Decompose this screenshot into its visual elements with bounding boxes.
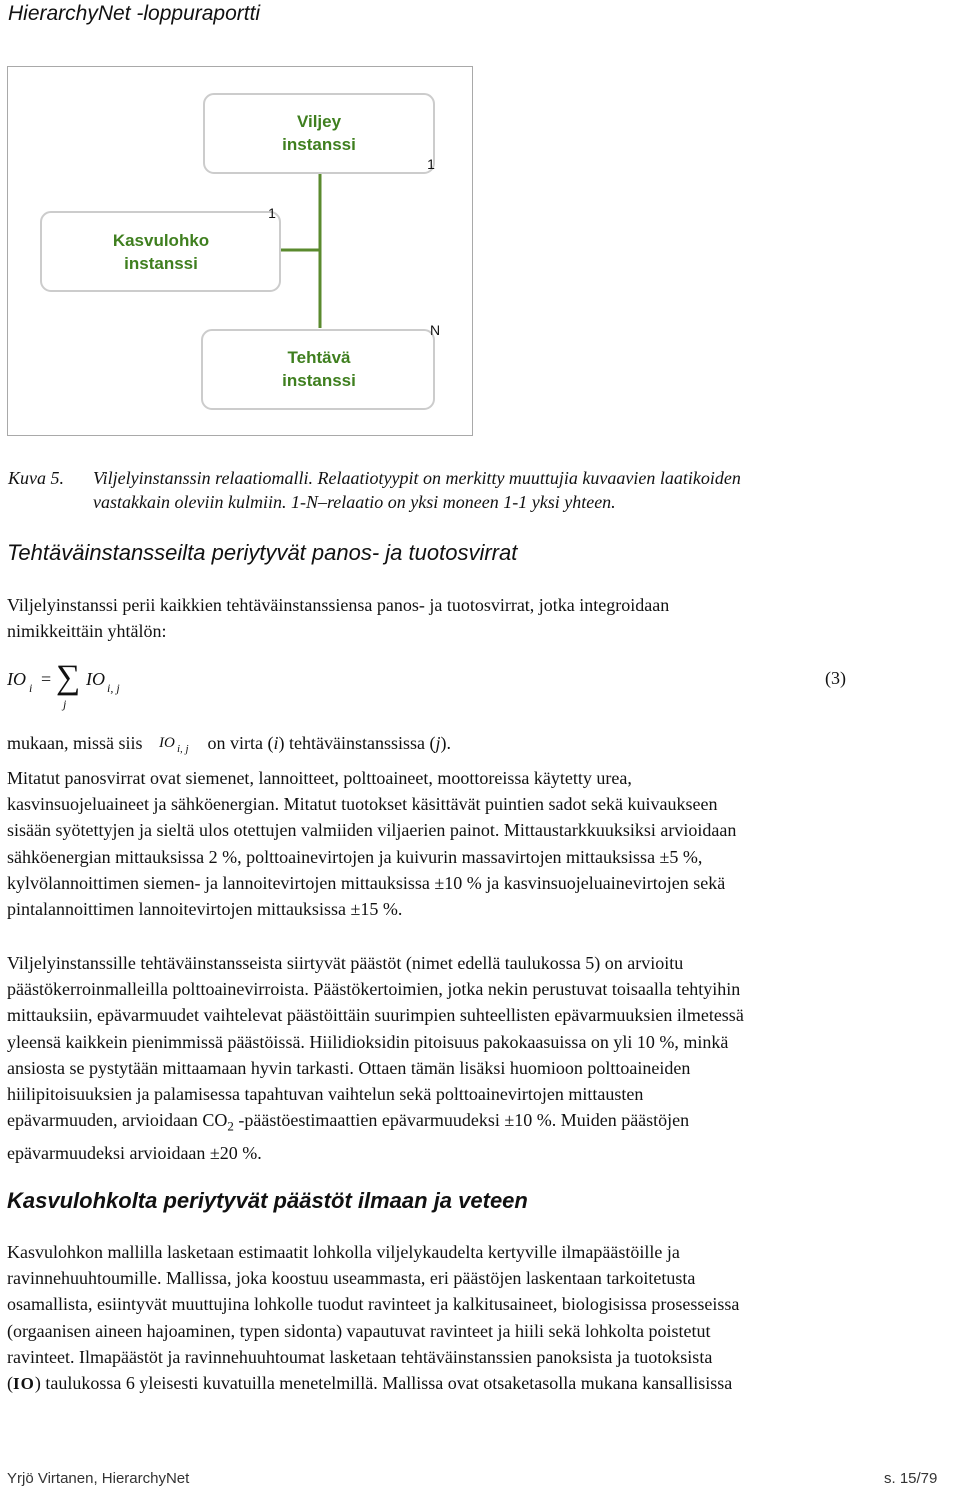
co2-post: -päästöestimaattien epävarmuudeksi ±10 %. Muiden päästöjen [233, 1110, 690, 1131]
text-line: Viljelyinstanssi perii kaikkien tehtäväinstanssiensa panos- ja tuotosvirrat, jotka integroidaan [7, 595, 670, 615]
eq-sum-symbol: ∑ [56, 659, 81, 696]
section1-para2 [7, 950, 957, 1166]
running-header: HierarchyNet -loppuraportti [8, 2, 261, 25]
co2-sub: 2 [227, 1118, 234, 1134]
cardinality-top: 1 [427, 156, 435, 172]
cardinality-bottom: N [429, 322, 441, 338]
text-line: (orgaanisen aineen hajoaminen, typen sidonta) vapautuvat ravinteet ja hiili sekä lohkolta poistetut [7, 1320, 711, 1341]
caption-line1: Viljelyinstanssin relaatiomalli. Relaatiotyypit on merkitty muuttujia kuvaavien laatikoiden [93, 468, 741, 488]
eq-expl-var-sub: i, j [177, 743, 189, 755]
text-line: nimikkeittäin yhtälön: [7, 621, 167, 642]
text-line: pintalannoittimen lannoitevirtojen mittauksissa ±15 %. [7, 899, 403, 920]
eq-expl-j: j [435, 733, 441, 753]
io-symbol: IO [13, 1374, 35, 1394]
cardinality-left: 1 [268, 205, 276, 221]
figure-caption [8, 466, 928, 514]
text-line: osamallista, esiintyvät muuttujina lohkolle tuodut ravinteet ja kalkitusaineet, biologisissa prosesseissa [7, 1294, 740, 1315]
text-line: Mitatut panosvirrat ovat siemenet, lannoitteet, polttoaineet, moottoreissa käytetty urea, [7, 768, 632, 788]
text-line: päästökerroinmalleilla polttoainevirroista. Päästökertoimien, jotka nekin perustuvat toisaalla tehtyihin [7, 979, 741, 1000]
section1-para1 [7, 765, 957, 922]
eq-expl-i: i [273, 733, 279, 753]
text-line: Viljelyinstanssille tehtäväinstansseista siirtyvät päästöt (nimet edellä taulukossa 5) on arvioitu [7, 953, 684, 973]
caption-line2: vastakkain oleviin kulmiin. 1-N–relaatio on yksi moneen 1-1 yksi yhteen. [93, 492, 616, 512]
eq-expl-post-a: on virta ( [207, 733, 274, 753]
eq-expl-post-b: ) tehtäväinstanssissa ( [278, 733, 436, 753]
text-line: mittauksiin, epävarmuudet vaihtelevat päästöittäin suurimpien suhteellisten epävarmuuksien ilmetessä [7, 1005, 744, 1026]
co2-pre: epävarmuuden, arvioidaan CO [7, 1110, 228, 1131]
eq-number: (3) [825, 668, 846, 688]
node-kasvulohko-label: Kasvulohko instanssi [112, 231, 210, 273]
footer-page-number: s. 15/79 [884, 1470, 938, 1487]
text-line-io [7, 1370, 957, 1397]
text-line: ravinteet. Ilmapäästöt ja ravinnehuuhtoumat lasketaan tehtäväinstanssien panoksista ja tuotoksista [7, 1346, 713, 1367]
text-line: Kasvulohkon mallilla lasketaan estimaatit lohkolla viljelykaudelta kertyville ilmapäästöille ja [7, 1242, 680, 1262]
text-line: sisään syötettyjen ja sieltä ulos otettujen valmiiden viljaerien painot. Mittaustarkkuuksiksi arvioidaan [7, 820, 737, 841]
section1-intro [7, 592, 957, 644]
text-line: ansiosta se pystytään mittaamaan hyvin tarkasti. Ottaen tämän lisäksi huomioon polttoaineiden [7, 1057, 691, 1078]
section1-heading: Tehtäväinstansseilta periytyvät panos- ja tuotosvirrat [7, 540, 518, 565]
eq-lhs: IO [7, 669, 26, 689]
eq-explanation [7, 733, 947, 759]
eq-expl-var: IO [159, 735, 175, 751]
text-line-co2 [7, 1107, 957, 1140]
text-line: kasvinsuojeluaineet ja sähköenergian. Mitatut tuotokset käsittävät puintien sadot sekä kuivaukseen [7, 794, 718, 815]
text-line: epävarmuudeksi arvioidaan ±20 %. [7, 1143, 262, 1164]
footer-author: Yrjö Virtanen, HierarchyNet [7, 1470, 190, 1487]
eq-rhs: IO [86, 669, 105, 689]
text-line: hiilipitoisuuksien ja palamisessa tapahtuvan vaihtelun sekä polttoainevirtojen mittausten [7, 1084, 644, 1105]
text-line: ravinnehuuhtoumille. Mallissa, joka koostuu useammasta, eri päästöjen laskentaan tarkoitetusta [7, 1268, 696, 1289]
eq-sum-index: j [63, 697, 67, 711]
eq-equals: = [41, 669, 52, 689]
caption-label: Kuva 5. [8, 468, 64, 488]
text-line: kylvölannoittimen siemen- ja lannoitevirtojen mittauksissa ±10 % ja kasvinsuojeluainevirtojen sekä [7, 872, 726, 893]
node-tehtava-label: Tehtävä instanssi [282, 348, 356, 390]
node-viljely-label: Viljey instanssi [282, 112, 356, 154]
relation-diagram [0, 0, 480, 440]
section2-heading: Kasvulohkolta periytyvät päästöt ilmaan ja veteen [7, 1188, 528, 1213]
text-line: yleensä kaikkein pienimmissä päästöissä. Hiilidioksidin pitoisuus pakokaasuissa on yli 10 %, minkä [7, 1031, 729, 1052]
eq-expl-post-c: ). [440, 733, 451, 753]
section2-para [7, 1239, 957, 1397]
text-line: sähköenergian mittauksissa 2 %, polttoainevirtojen ja kuivurin massavirtojen mittauksissa ±5 %, [7, 846, 703, 867]
io-rest: ) taulukossa 6 yleisesti kuvatuilla menetelmillä. Mallissa ovat otsaketasolla mukana kansallisissa [34, 1373, 733, 1394]
eq-lhs-sub: i [29, 681, 33, 695]
equation [7, 659, 947, 723]
eq-rhs-sub: i, j [107, 681, 120, 695]
eq-expl-pre: mukaan, missä siis [7, 733, 143, 753]
io-open: ( [7, 1373, 13, 1394]
